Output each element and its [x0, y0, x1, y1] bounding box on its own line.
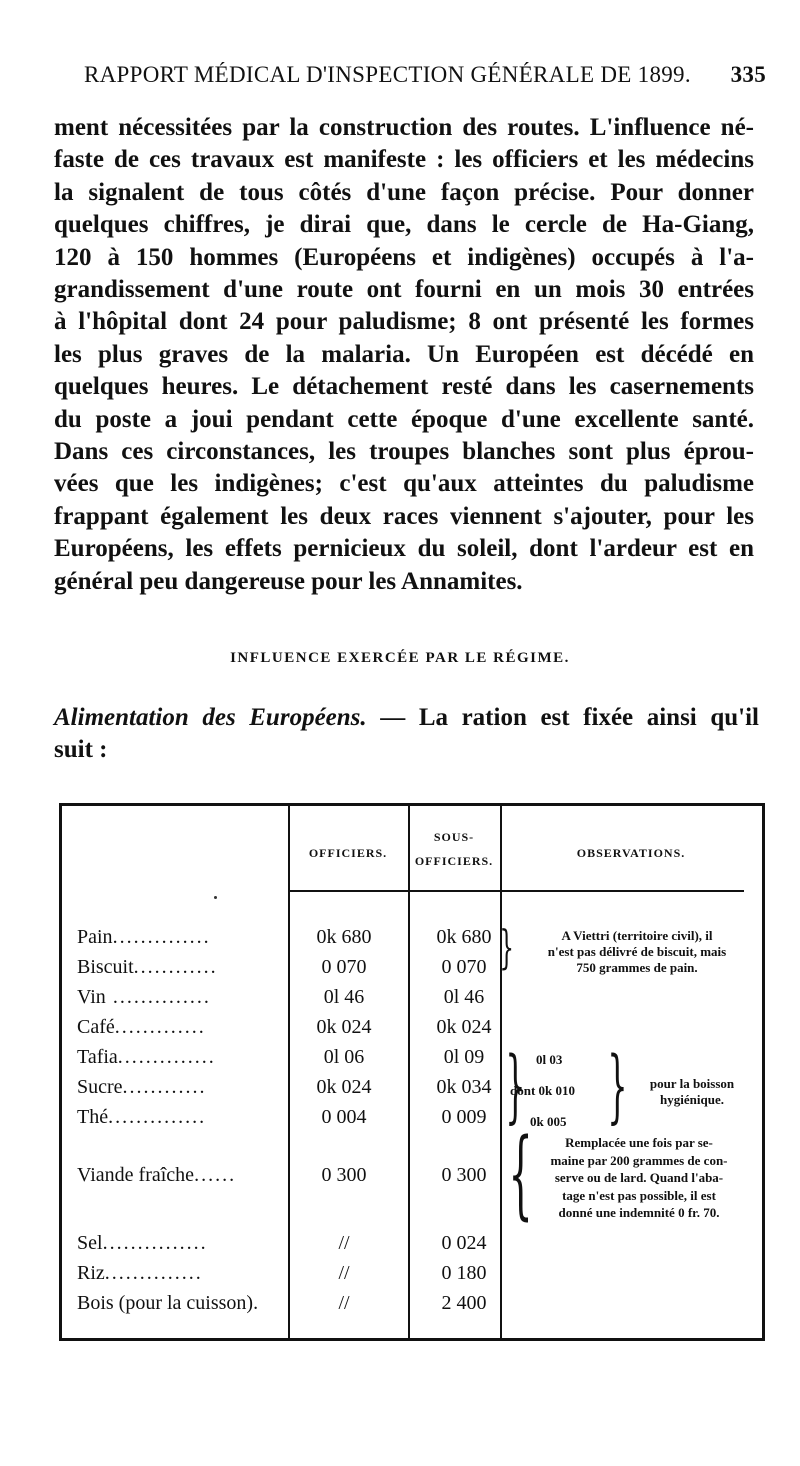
intro-paragraph	[54, 702, 759, 766]
row-label: Pain	[77, 926, 113, 948]
cell-officiers: 0 300	[321, 1164, 367, 1186]
body-paragraph	[54, 112, 754, 598]
observation-pain: A Viettri (territoire civil), il n'est pas délivré de biscuit, mais 750 grammes de pain.	[547, 928, 727, 975]
row-label: Riz	[77, 1262, 105, 1284]
header-observations: OBSERVATIONS.	[576, 846, 686, 860]
cell-sous: 0k 034	[436, 1076, 492, 1098]
row-label: Café	[77, 1016, 115, 1038]
observation-tafia-dont: dont 0k 010	[510, 1083, 576, 1098]
cell-sous: 0l 46	[443, 986, 485, 1008]
cell-officiers: 0k 024	[316, 1016, 372, 1038]
body-line: ment nécessitées par la construction des routes. L'influence né-	[54, 114, 754, 141]
body-line: général peu dangereuse pour les Annamites.	[54, 567, 523, 595]
cell-sous: 0 070	[441, 956, 487, 978]
cell-sous: 0k 680	[436, 926, 492, 948]
cell-officiers: 0l 06	[323, 1046, 365, 1068]
cell-sous: 0 300	[441, 1164, 487, 1186]
body-line: Dans ces circonstances, les troupes blanches sont plus éprou-	[54, 438, 754, 466]
body-line: vées que les indigènes; c'est qu'aux atteintes du paludisme	[54, 470, 754, 498]
cell-officiers: //	[338, 1232, 350, 1254]
table-row: Viande fraîche...... 0 300 0 300	[59, 1164, 759, 1196]
body-line: 120 à 150 hommes (Européens et indigènes) occupés à l'a-	[54, 243, 754, 271]
body-line: à l'hôpital dont 24 pour paludisme; 8 ont présenté les formes	[54, 308, 754, 336]
table-row: Thé.............. 0 004 0 009	[59, 1106, 759, 1138]
body-line: la signalent de tous côtés d'une façon précise. Pour donner	[54, 178, 754, 206]
table-row: Riz.............. // 0 180	[59, 1262, 759, 1294]
header-rule	[288, 890, 744, 892]
row-label: Viande fraîche	[77, 1164, 195, 1186]
brace-icon: {	[508, 1118, 533, 1230]
observation-tafia-top: 0l 03	[536, 1052, 563, 1067]
body-line: faste de ces travaux est manifeste : les officiers et les médecins	[54, 146, 754, 174]
header-officiers: OFFICIERS.	[308, 846, 388, 860]
observation-tafia-bottom: 0k 005	[530, 1114, 567, 1129]
row-label: Sel	[77, 1232, 103, 1254]
cell-officiers: 0k 024	[316, 1076, 372, 1098]
table-row: Sucre............ 0k 024 0k 034	[59, 1076, 759, 1108]
table-row: Vin .............. 0l 46 0l 46	[59, 986, 759, 1018]
cell-sous: 0l 09	[443, 1046, 485, 1068]
stray-mark	[214, 896, 217, 899]
page-number: 335	[730, 62, 766, 87]
cell-officiers: 0k 680	[316, 926, 372, 948]
row-label: Sucre	[77, 1076, 123, 1098]
observation-tafia-note: pour la boisson hygiénique.	[649, 1076, 735, 1107]
body-line: frappant également les deux races viennent s'ajouter, pour les	[54, 502, 754, 530]
row-label: Vin	[77, 986, 106, 1008]
intro-rest: — La ration est fixée ainsi qu'il	[366, 704, 759, 731]
table-row	[59, 1292, 759, 1324]
row-label: Thé	[77, 1106, 109, 1128]
brace-icon: }	[505, 1039, 526, 1132]
body-line: Européens, les effets pernicieux du soleil, dont l'ardeur est en	[54, 535, 754, 563]
cell-officiers: //	[338, 1292, 350, 1314]
body-line: grandissement d'une route ont fourni en un mois 30 entrées	[54, 276, 754, 304]
body-line: quelques heures. Le détachement resté dans les casernements	[54, 373, 754, 401]
table-row: Café............. 0k 024 0k 024	[59, 1016, 759, 1048]
running-header	[84, 62, 766, 88]
cell-sous: 0 009	[441, 1106, 487, 1128]
body-line: quelques chiffres, je dirai que, dans le cercle de Ha-Giang,	[54, 211, 754, 239]
cell-officiers: //	[338, 1262, 350, 1284]
intro-line	[54, 702, 759, 734]
table-row: Pain.............. 0k 680 0k 680	[59, 926, 759, 958]
intro-line-2: suit :	[54, 736, 108, 763]
section-title: INFLUENCE EXERCÉE PAR LE RÉGIME.	[230, 650, 570, 666]
observation-viande: Remplacée une fois par se- maine par 200 grammes de con- serve ou de lard. Quand l'aba- tage n'est pas possible, il est donné une indemnité 0 fr. 70.	[550, 1135, 728, 1220]
cell-officiers: 0l 46	[323, 986, 365, 1008]
brace-icon: }	[607, 1039, 628, 1132]
table-row: Sel............... // 0 024	[59, 1232, 759, 1264]
body-line: du poste a joui pendant cette époque d'une excellente santé.	[54, 405, 754, 433]
table-row: Tafia.............. 0l 06 0l 09	[59, 1046, 759, 1078]
row-label: Biscuit	[77, 956, 134, 978]
cell-sous: 0 180	[441, 1262, 487, 1284]
cell-officiers: 0 070	[321, 956, 367, 978]
header-sous-b: OFFICIERS.	[414, 854, 494, 868]
brace-icon: }	[499, 920, 514, 974]
table-row: Biscuit............ 0 070 0 070	[59, 956, 759, 988]
header-sous: SOUS-	[433, 830, 475, 844]
running-title: RAPPORT MÉDICAL D'INSPECTION GÉNÉRALE DE 1899.	[84, 62, 691, 87]
cell-sous: 0 024	[441, 1232, 487, 1254]
cell-sous: 2 400	[441, 1292, 487, 1314]
intro-label: Alimentation des Européens.	[54, 704, 367, 731]
cell-sous: 0k 024	[436, 1016, 492, 1038]
row-label: Bois (pour la cuisson).	[77, 1292, 259, 1314]
body-line: les plus graves de la malaria. Un Européen est décédé en	[54, 340, 754, 368]
cell-officiers: 0 004	[321, 1106, 367, 1128]
row-label: Tafia	[77, 1046, 118, 1068]
